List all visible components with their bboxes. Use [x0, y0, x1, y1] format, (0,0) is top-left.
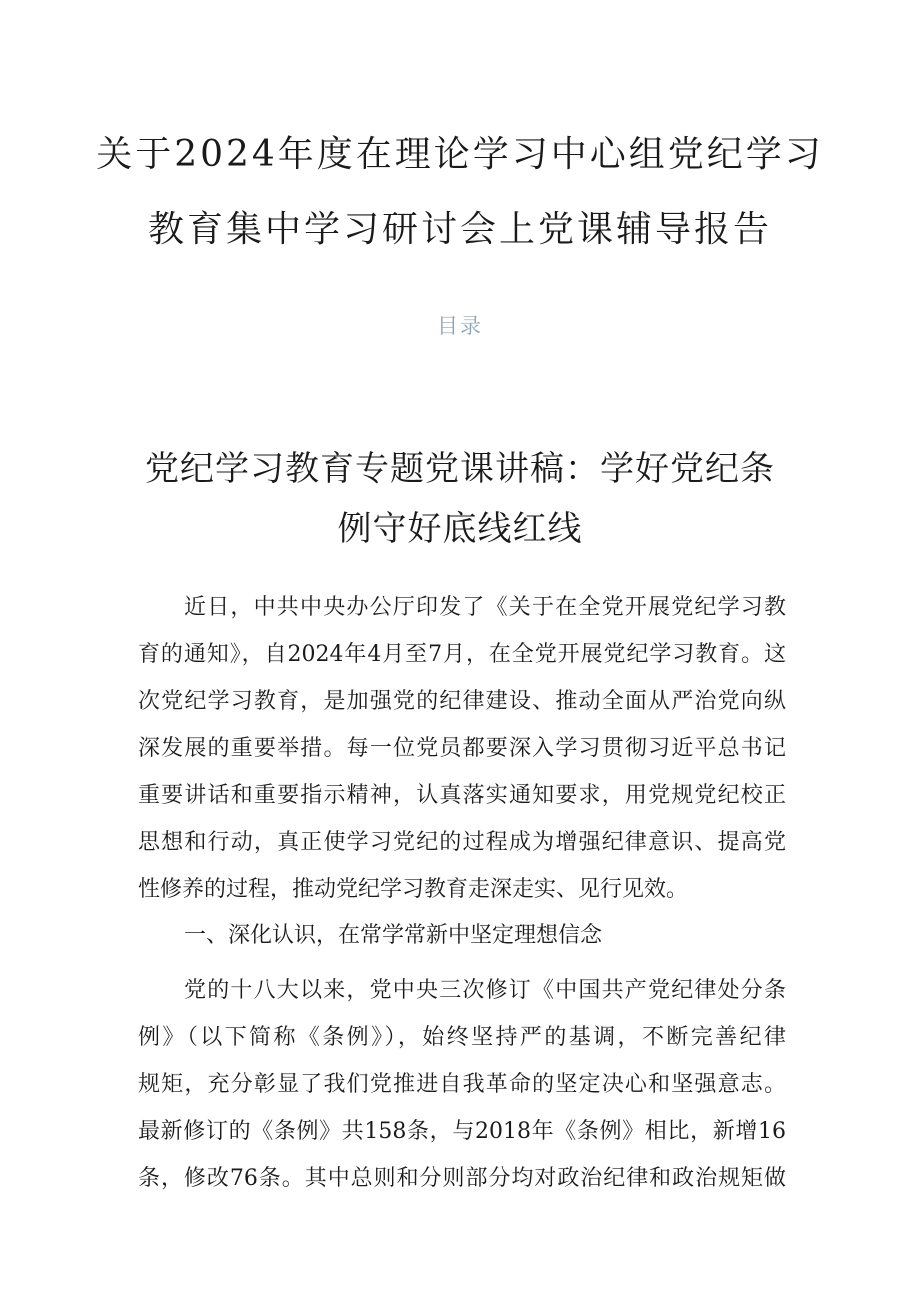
section-title-line-1: 党纪学习教育专题党课讲稿：学好党纪条: [145, 449, 775, 489]
table-of-contents-label: 目录: [437, 314, 483, 338]
paragraph-line: 最新修订的《条例》共158条，与2018年《条例》相比，新增16: [138, 1119, 786, 1144]
paragraph-line: 深发展的重要举措。每一位党员都要深入学习贯彻习近平总书记: [138, 736, 786, 761]
paragraph-line: 育的通知》，自2024年4月至7月，在全党开展党纪学习教育。这: [138, 642, 786, 667]
paragraph-line: 性修养的过程，推动党纪学习教育走深走实、见行见效。: [138, 877, 689, 902]
section-heading-1: 一、深化认识，在常学常新中坚定理想信念: [184, 923, 603, 948]
paragraph-line: 条，修改76条。其中总则和分则部分均对政治纪律和政治规矩做: [138, 1166, 786, 1191]
paragraph-line: 次党纪学习教育，是加强党的纪律建设、推动全面从严治党向纵: [138, 689, 786, 714]
section-title-line-2: 例守好底线红线: [337, 509, 583, 549]
document-title-line-1: 关于2024年度在理论学习中心组党纪学习: [96, 134, 824, 175]
paragraph-line: 规矩，充分彰显了我们党推进自我革命的坚定决心和坚强意志。: [138, 1072, 786, 1097]
paragraph-line: 思想和行动，真正使学习党纪的过程成为增强纪律意识、提高党: [138, 830, 786, 855]
paragraph-line: 近日，中共中央办公厅印发了《关于在全党开展党纪学习教: [184, 595, 786, 620]
paragraph-line: 党的十八大以来，党中央三次修订《中国共产党纪律处分条: [184, 978, 786, 1003]
document-title-line-2: 教育集中学习研讨会上党课辅导报告: [147, 209, 772, 250]
paragraph-line: 重要讲话和重要指示精神，认真落实通知要求，用党规党纪校正: [138, 783, 786, 808]
paragraph-line: 例》（以下简称《条例》），始终坚持严的基调，不断完善纪律: [138, 1025, 786, 1050]
